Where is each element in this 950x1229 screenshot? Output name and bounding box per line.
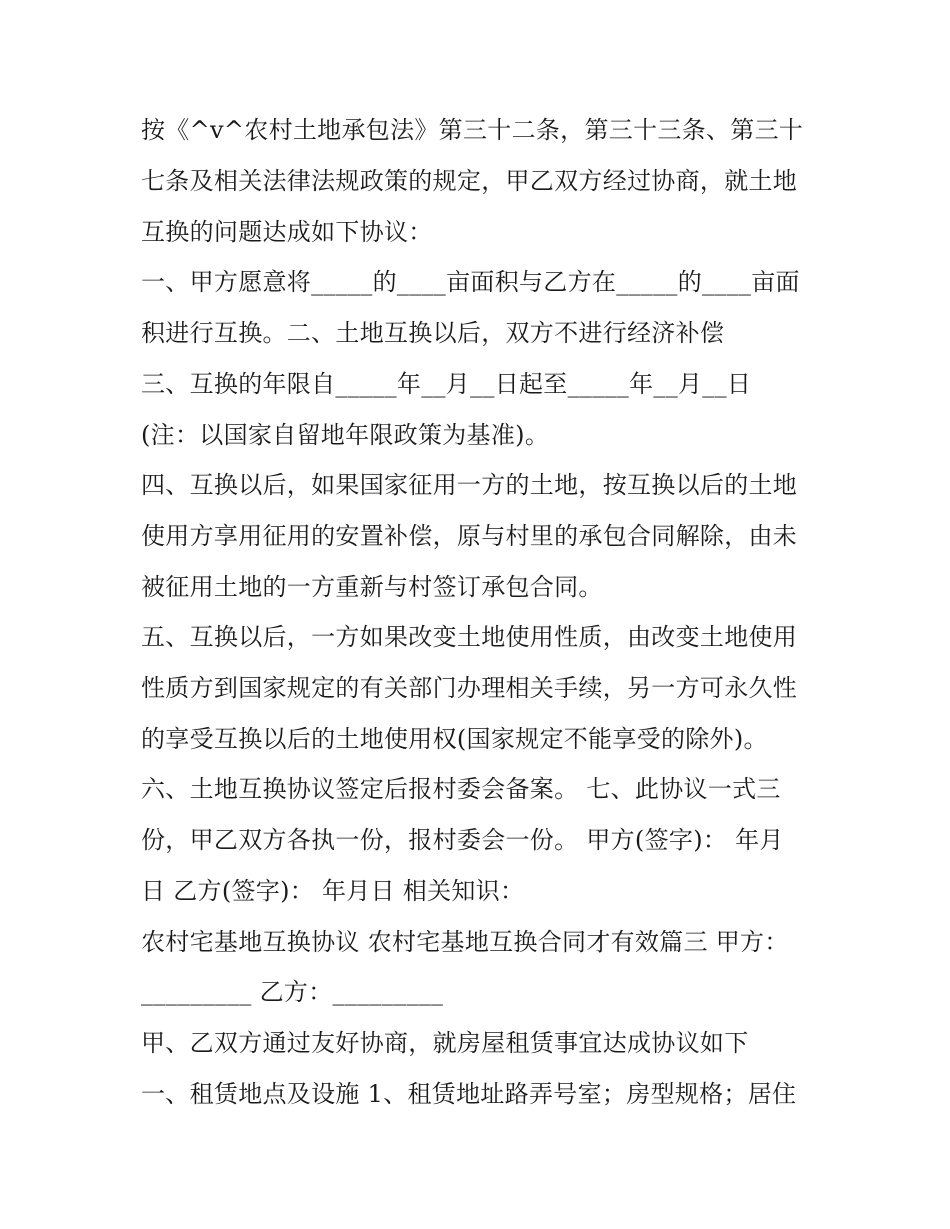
text-line: 五、互换以后，一方如果改变土地使用性质，由改变土地使用 xyxy=(141,623,798,651)
text-line: 农村宅基地互换协议 农村宅基地互换合同才有效篇三 甲方： xyxy=(141,928,789,956)
text-line: 使用方享用征用的安置补偿，原与村里的承包合同解除，由未 xyxy=(141,522,798,550)
text-line: 三、互换的年限自_____年__月__日起至_____年__月__日 xyxy=(141,370,752,398)
text-line: 按《^v^农村土地承包法》第三十二条，第三十三条、第三十 xyxy=(141,116,804,144)
text-line: 七条及相关法律法规政策的规定，甲乙双方经过协商，就土地 xyxy=(141,167,798,195)
text-line: 互换的问题达成如下协议： xyxy=(141,218,433,246)
text-line: 性质方到国家规定的有关部门办理相关手续，另一方可永久性 xyxy=(141,674,798,702)
text-line: 甲、乙双方通过友好协商，就房屋租赁事宜达成协议如下 xyxy=(141,1029,749,1057)
text-line: (注：以国家自留地年限政策为基准)。 xyxy=(141,421,550,449)
text-line: _________ 乙方：_________ xyxy=(141,978,444,1006)
text-line: 被征用土地的一方重新与村签订承包合同。 xyxy=(141,573,603,601)
text-line: 的享受互换以后的土地使用权(国家规定不能享受的除外)。 xyxy=(141,725,768,753)
text-line: 积进行互换。二、土地互换以后，双方不进行经济补偿 xyxy=(141,319,725,347)
text-line: 一、租赁地点及设施 1、租赁地址路弄号室；房型规格；居住 xyxy=(141,1080,797,1108)
text-line: 四、互换以后，如果国家征用一方的土地，按互换以后的土地 xyxy=(141,471,798,499)
text-line: 份，甲乙双方各执一份，报村委会一份。 甲方(签字)： 年月 xyxy=(141,826,784,854)
text-line: 六、土地互换协议签定后报村委会备案。 七、此协议一式三 xyxy=(141,775,781,803)
text-line: 一、甲方愿意将_____的____亩面积与乙方在_____的____亩面 xyxy=(141,268,800,296)
text-line: 日 乙方(签字)： 年月日 相关知识： xyxy=(141,877,525,905)
